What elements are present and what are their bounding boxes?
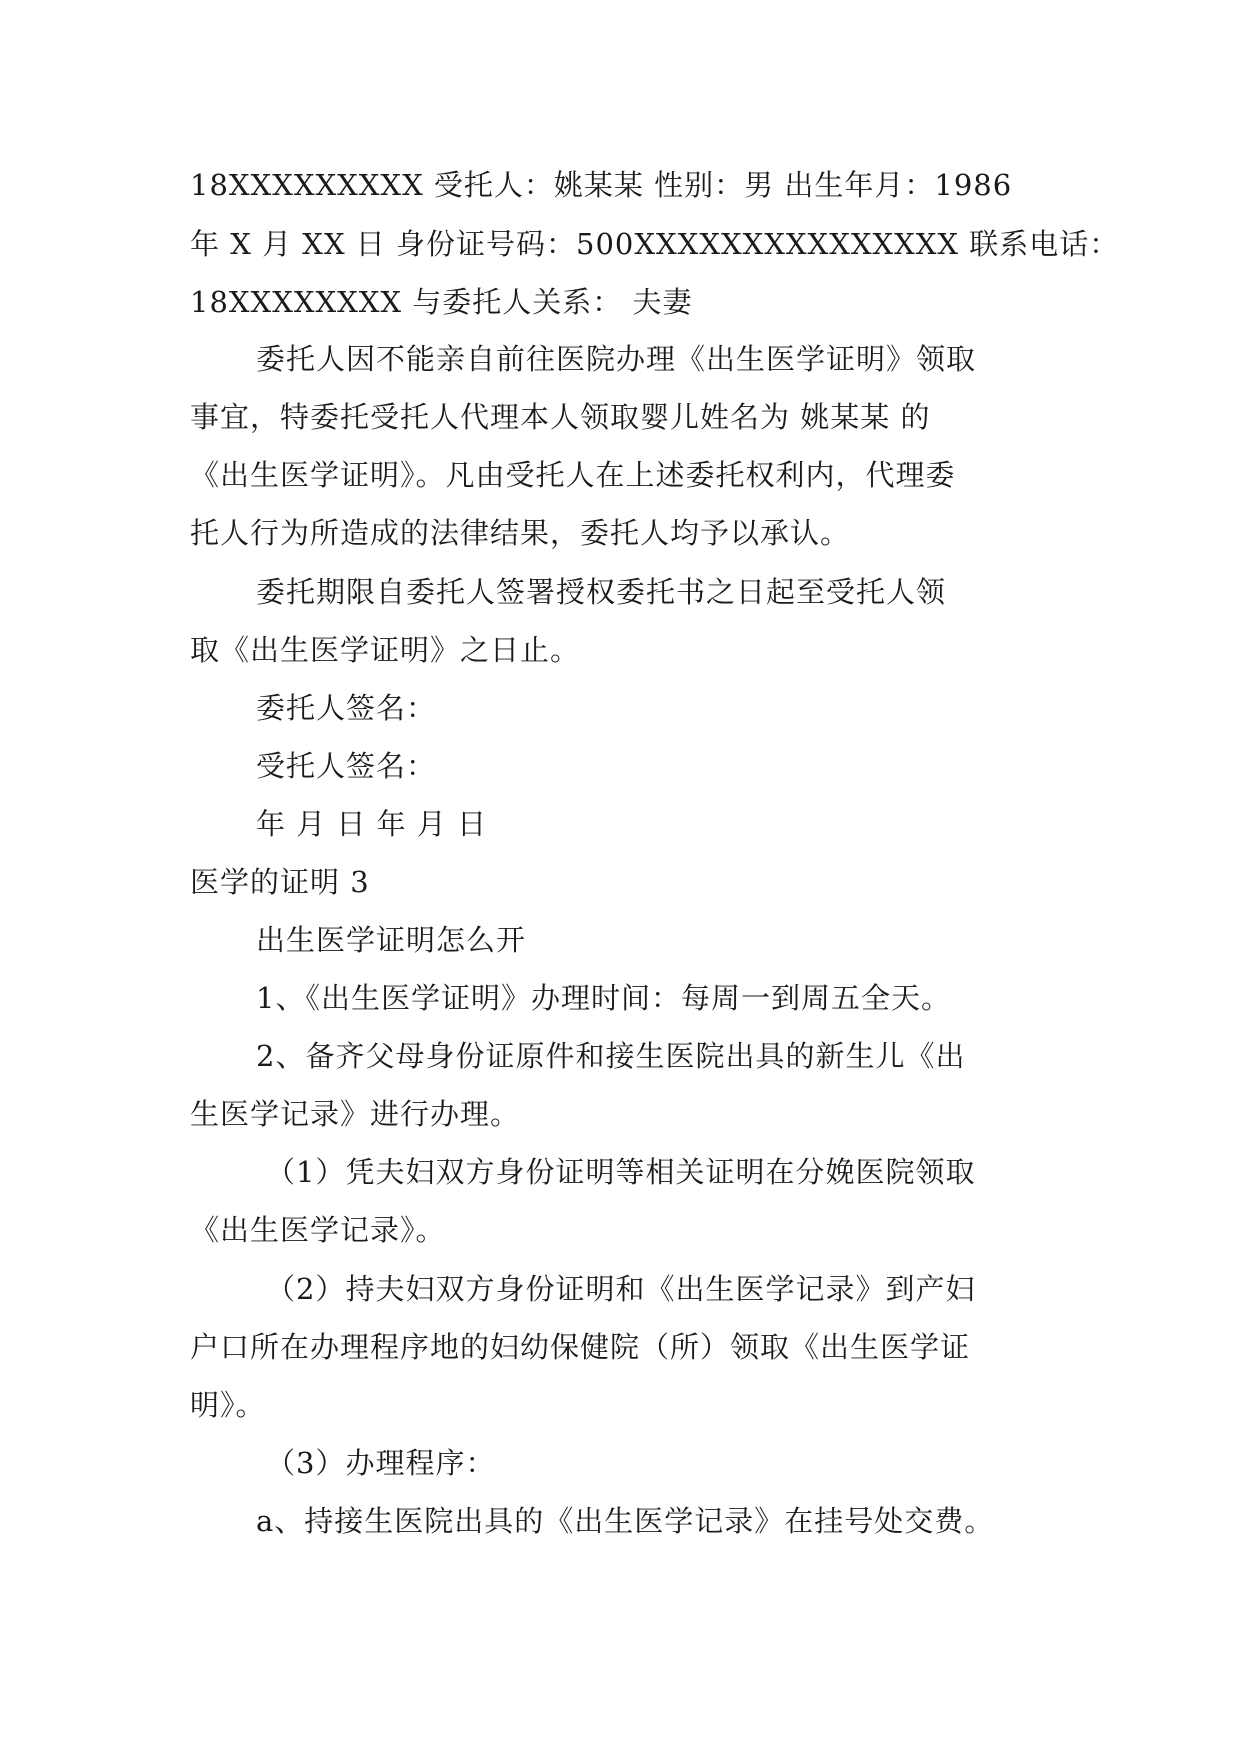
- section-subtitle: 出生医学证明怎么开: [256, 923, 527, 957]
- text-line: 《出生医学证明》。凡由受托人在上述委托权利内，代理委: [190, 458, 956, 492]
- text-line: 年 X 月 XX 日 身份证号码：500XXXXXXXXXXXXXXX 联系电话：: [190, 227, 1120, 261]
- list-item: （1）凭夫妇双方身份证明等相关证明在分娩医院领取: [266, 1155, 976, 1189]
- signature-label-agent: 受托人签名：: [256, 749, 437, 783]
- list-item: （3）办理程序：: [266, 1446, 496, 1480]
- text-line: 户口所在办理程序地的妇幼保健院（所）领取《出生医学证: [190, 1330, 971, 1364]
- list-item: （2）持夫妇双方身份证明和《出生医学记录》到产妇: [266, 1272, 976, 1306]
- text-line: 18XXXXXXXXX 受托人：姚某某 性别：男 出生年月：1986: [190, 168, 1013, 202]
- list-item: 1、《出生医学证明》办理时间：每周一到周五全天。: [256, 981, 951, 1015]
- text-line: 18XXXXXXXX 与委托人关系： 夫妻: [190, 285, 693, 319]
- section-title: 医学的证明 3: [190, 865, 370, 899]
- text-line: 取《出生医学证明》之日止。: [190, 633, 581, 667]
- text-line: 《出生医学记录》。: [190, 1213, 446, 1247]
- list-item: 2、备齐父母身份证原件和接生医院出具的新生儿《出: [256, 1039, 966, 1073]
- text-line: 生医学记录》进行办理。: [190, 1097, 521, 1131]
- paragraph-first-line: 委托人因不能亲自前往医院办理《出生医学证明》领取: [256, 342, 977, 376]
- text-line: 事宜，特委托受托人代理本人领取婴儿姓名为 姚某某 的: [190, 400, 931, 434]
- paragraph-first-line: 委托期限自委托人签署授权委托书之日起至受托人领: [256, 575, 947, 609]
- date-line: 年 月 日 年 月 日: [256, 807, 488, 841]
- signature-label-principal: 委托人签名：: [256, 691, 437, 725]
- text-line: 明》。: [190, 1388, 266, 1422]
- list-item: a、持接生医院出具的《出生医学记录》在挂号处交费。: [256, 1504, 995, 1538]
- text-line: 托人行为所造成的法律结果，委托人均予以承认。: [190, 516, 851, 550]
